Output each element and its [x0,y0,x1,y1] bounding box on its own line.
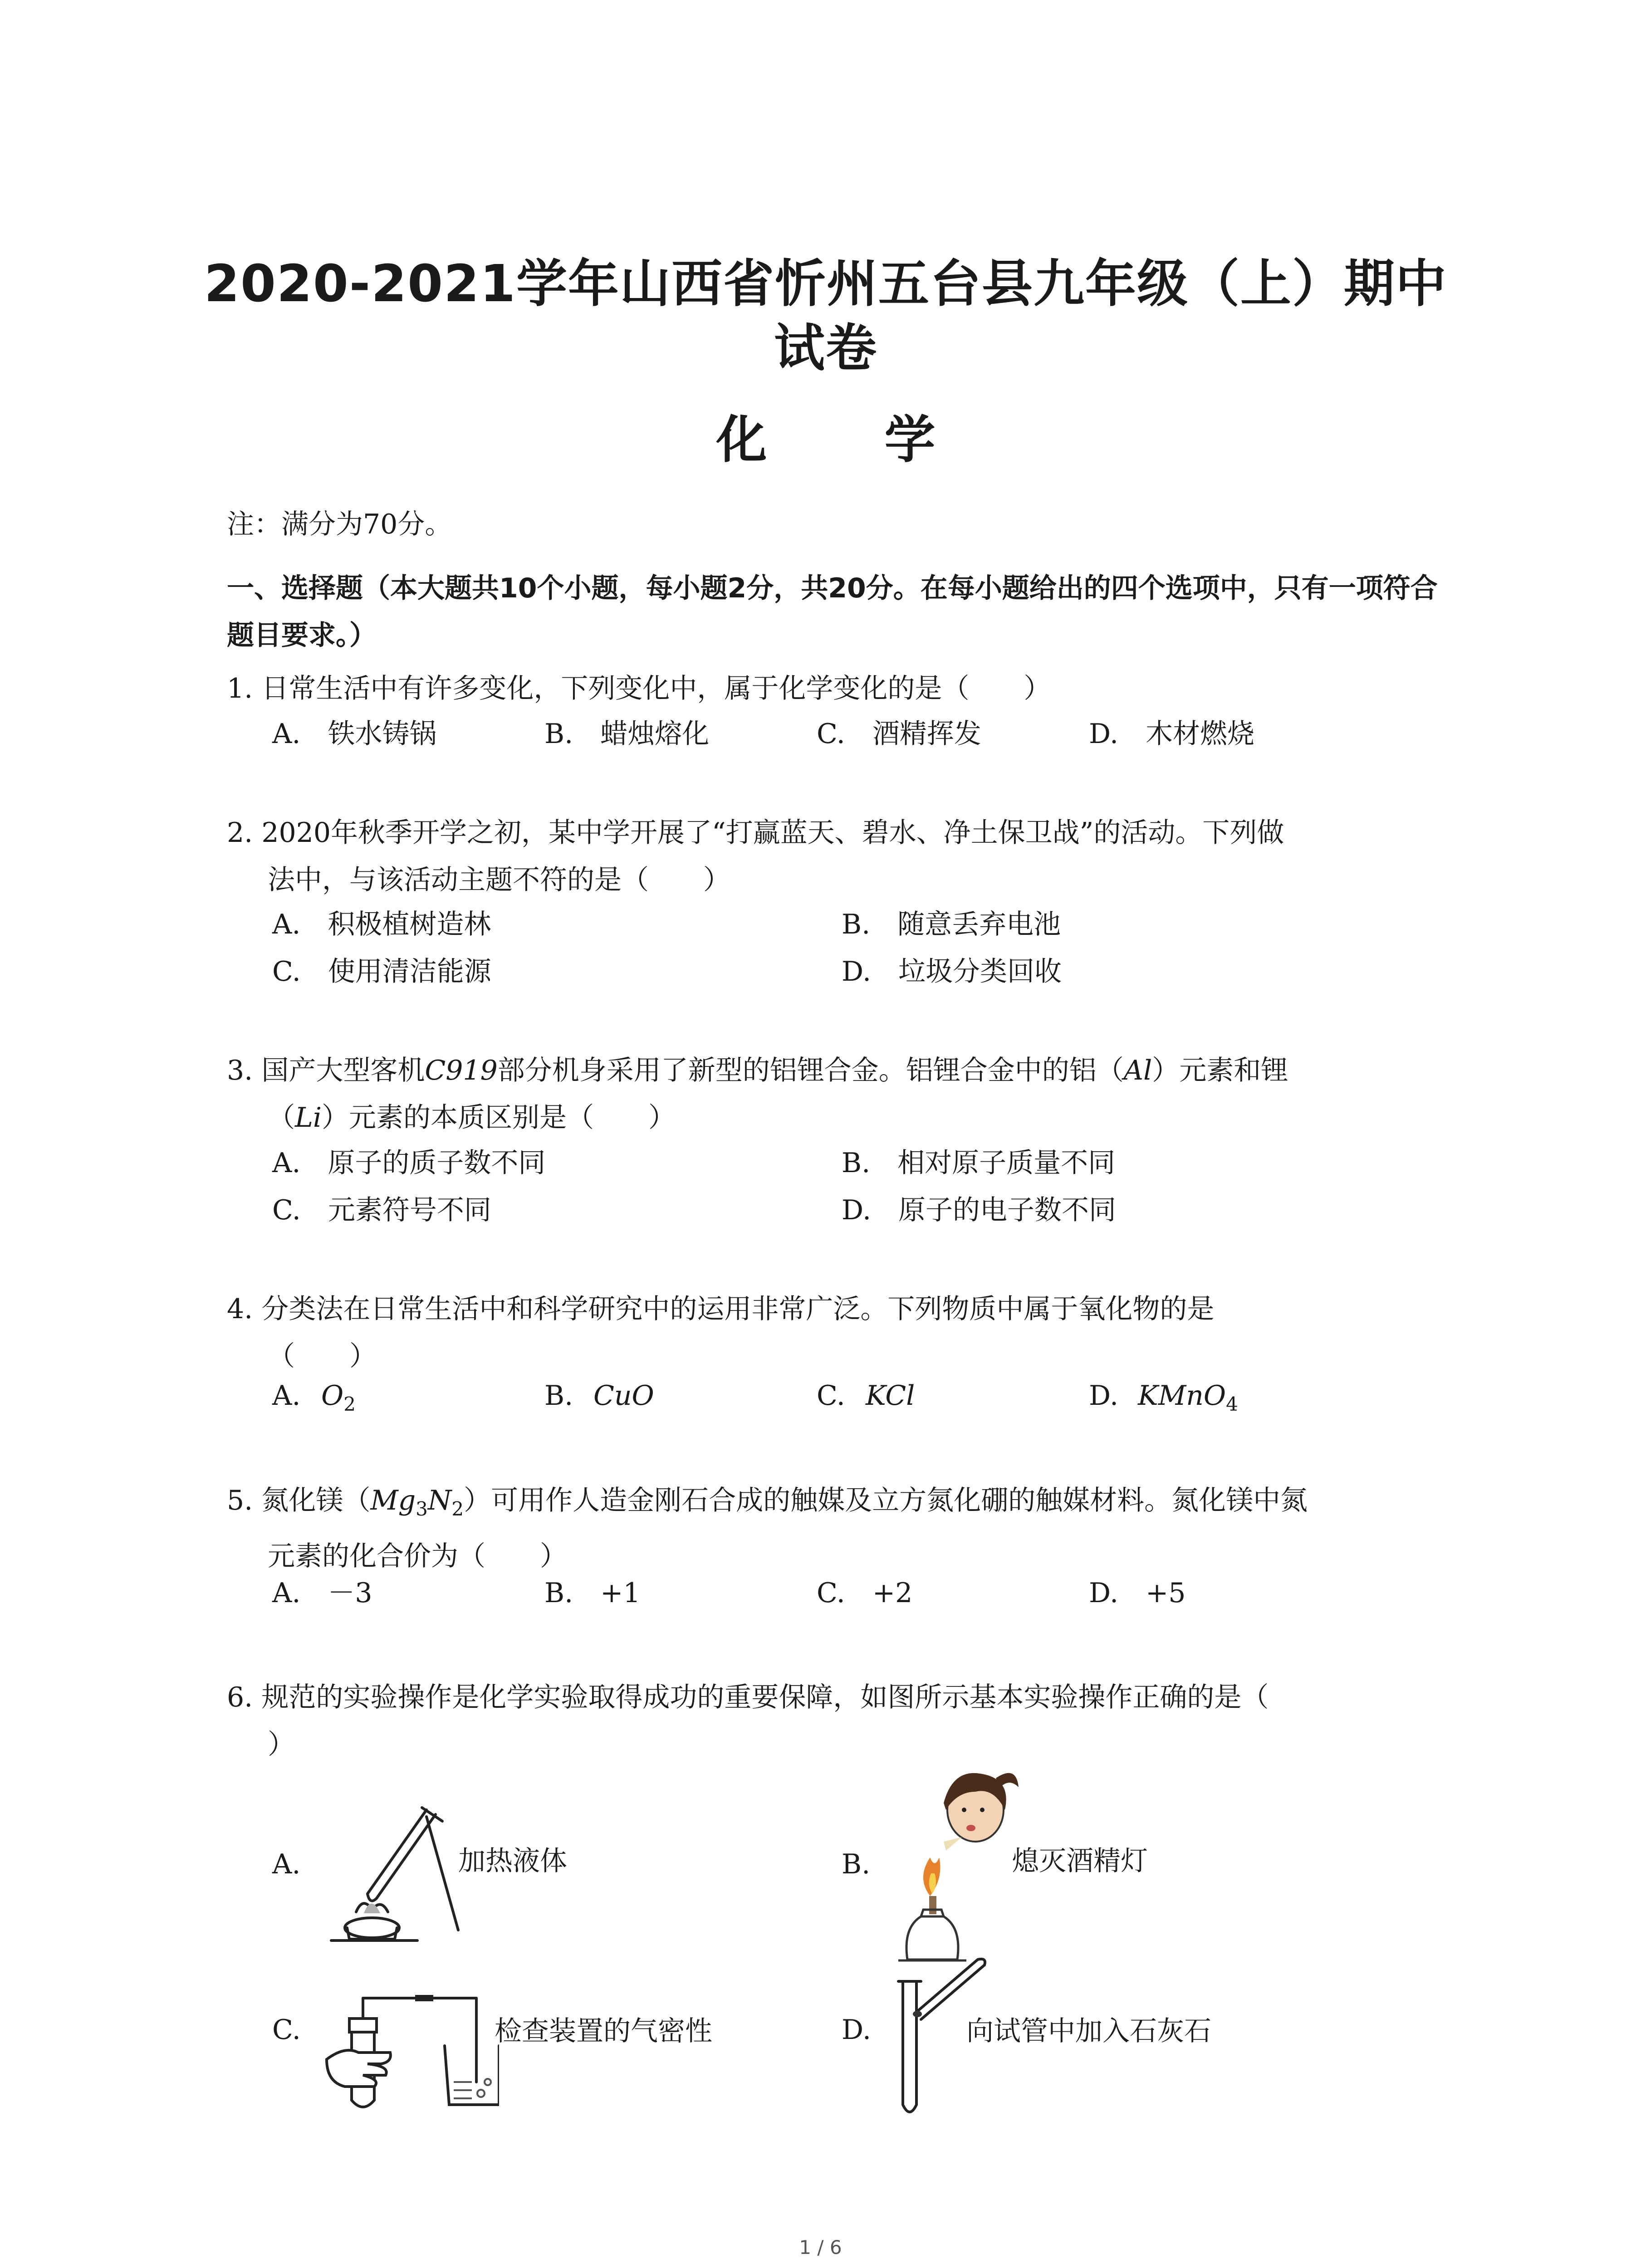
question-1-option-a: A. 铁水铸锅 [272,718,437,750]
question-5-option-d: D. +5 [1089,1577,1186,1609]
question-3-option-d: D. 原子的电子数不同 [842,1194,1117,1226]
formula-o2: O [321,1380,344,1412]
airtightness-check-illustration [318,1978,499,2114]
question-4-stem-line1: 4. 分类法在日常生活中和科学研究中的运用非常广泛。下列物质中属于氧化物的是 [227,1293,1215,1325]
q3-symbol-li: Li [295,1102,322,1134]
subject-title: 化 学 [716,411,985,469]
question-6-stem-line2: ） [268,1729,295,1760]
formula-subscript: 2 [451,1498,464,1520]
question-5-option-a: A. －3 [272,1577,372,1609]
question-2-stem-line2: 法中，与该活动主题不符的是（ ） [268,864,730,896]
question-4-stem-line2: （ ） [268,1340,377,1372]
option-letter: B. [544,1380,573,1412]
question-6-stem [227,1674,1452,1768]
option-letter: C. [817,1380,845,1412]
question-4-option-d [1089,1380,1238,1415]
question-4-stem [227,1286,1452,1380]
question-1-option-b: B. 蜡烛熔化 [544,718,710,750]
question-1-option-c: C. 酒精挥发 [817,718,981,750]
question-5-option-c: C. +2 [817,1577,913,1609]
formula-part: N [427,1485,452,1516]
question-4-option-b [544,1380,654,1412]
question-5-stem [227,1477,1452,1580]
question-5-option-b: B. +1 [544,1577,641,1609]
blowing-out-lamp-illustration [889,1760,1025,1969]
question-6-letter-b: B. [842,1848,871,1880]
page-number: 1 / 6 [799,2236,842,2258]
question-3-option-a: A. 原子的质子数不同 [272,1147,546,1179]
question-2-stem [227,809,1452,904]
question-2-option-a: A. 积极植树造林 [272,909,491,940]
question-2-option-c: C. 使用清洁能源 [272,956,491,987]
question-5-stem-line2: 元素的化合价为（ ） [268,1540,567,1572]
exam-title: 2020-2021学年山西省忻州五台县九年级（上）期中试卷 [204,254,1447,378]
option-letter: A. [272,1380,301,1412]
question-6-label-c: 检查装置的气密性 [495,2015,712,2047]
question-1-stem: 1. 日常生活中有许多变化，下列变化中，属于化学变化的是（ ） [227,673,1051,704]
question-6-label-b: 熄灭酒精灯 [1012,1845,1148,1877]
formula-subscript: 4 [1226,1393,1238,1415]
question-6-stem-line1: 6. 规范的实验操作是化学实验取得成功的重要保障，如图所示基本实验操作正确的是（ [227,1681,1269,1713]
q3-text-a: 3. 国产大型客机 [227,1055,425,1086]
question-6-letter-a: A. [272,1848,301,1880]
q5-text-a: 5. 氮化镁（ [227,1485,371,1516]
q5-text-b: ）可用作人造金刚石合成的触媒及立方氮化硼的触媒材料。氮化镁中氮 [464,1485,1308,1516]
question-3-stem-line2 [227,1094,1452,1141]
formula-subscript: 2 [343,1393,356,1415]
formula-kcl: KCl [866,1380,915,1412]
question-6-letter-d: D. [842,2014,872,2046]
question-6-letter-c: C. [272,2014,301,2046]
question-3-option-b: B. 相对原子质量不同 [842,1147,1116,1179]
question-1-option-d: D. 木材燃烧 [1089,718,1255,750]
q3-symbol-al: Al [1123,1055,1152,1086]
q3-text-e: ）元素和锂 [1152,1055,1288,1086]
score-note: 注：满分为70分。 [227,508,452,540]
formula-subscript: 3 [416,1498,428,1520]
question-4-option-c [817,1380,915,1412]
formula-kmno4: KMnO [1138,1380,1226,1412]
q3-text-2a: （ [268,1102,295,1134]
question-3-stem [227,1047,1452,1141]
question-2-option-b: B. 随意丢弃电池 [842,909,1061,940]
heating-liquid-illustration [313,1796,467,1946]
formula-part: Mg [370,1485,416,1516]
q3-text-2c: ）元素的本质区别是（ ） [322,1102,676,1134]
question-4-option-a [272,1380,356,1415]
question-6-label-d: 向试管中加入石灰石 [966,2015,1211,2047]
question-2-stem-line1: 2. 2020年秋季开学之初，某中学开展了“打赢蓝天、碧水、净土保卫战”的活动。下列做 [227,817,1284,849]
question-2-option-d: D. 垃圾分类回收 [842,956,1062,987]
formula-cuo: CuO [593,1380,654,1412]
q3-text-c: 部分机身采用了新型的铝锂合金。铝锂合金中的铝（ [497,1055,1124,1086]
q3-model-c919: C919 [425,1055,498,1086]
option-letter: D. [1089,1380,1119,1412]
section-heading: 一、选择题（本大题共10个小题，每小题2分，共20分。在每小题给出的四个选项中，只有一项符合题目要求。） [227,572,1438,651]
formula-mg3n2 [370,1485,464,1520]
question-3-option-c: C. 元素符号不同 [272,1194,491,1226]
question-6-label-a: 加热液体 [458,1845,567,1877]
